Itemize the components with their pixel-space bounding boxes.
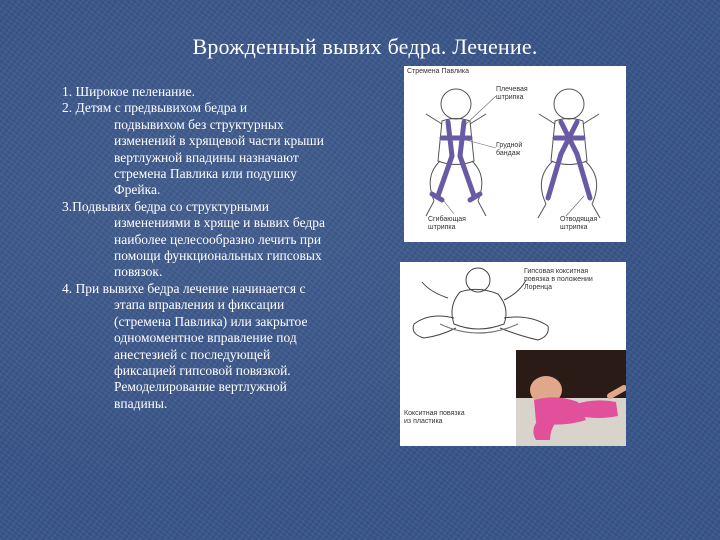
label-shoulder-strap: Плечевая штрипка [496,86,528,101]
treatment-list [62,84,382,412]
item-number: 2. [62,100,73,116]
list-item-4 [62,281,382,412]
item-text: одномоментное вправление под [114,330,297,346]
slide-title: Врожденный вывих бедра. Лечение. [192,34,538,59]
item-text: изменений в хрящевой части крыши [114,133,324,149]
item-text: стремена Павлика или подушку [114,166,297,182]
pavlik-harness-figure [404,66,626,242]
figure1-caption: Стремена Павлика [407,68,470,75]
list-item-1 [62,84,382,100]
item-text: подвывихом без структурных [114,116,284,132]
item-text: Фрейка. [114,182,161,198]
item-number: 4. [62,280,73,296]
label-abduction-strap: Отводящая штрипка [560,216,598,231]
label-chest-band: Грудной бандаж [496,142,523,157]
caption-lorenz-cast: Гипсовая кокситная повязка в положении Лоренца [524,268,593,291]
list-item-3 [62,199,382,281]
item-text: (стремена Павлика) или закрытое [114,313,308,329]
item-text: впадины. [114,395,168,411]
item-text: При вывихе бедра лечение начинается с [75,280,306,296]
item-text: изменениями в хряще и вывих бедра [114,215,326,231]
infant-brace-photo [516,350,626,446]
item-text: Подвывих бедра со структурными [72,198,269,214]
item-text: Детям с предвывихом бедра и [75,100,248,116]
item-text: помощи функциональных гипсовых [114,248,322,264]
item-text: этапа вправления и фиксации [114,297,285,313]
item-text: вертлужной впадины назначают [114,149,299,165]
label-flex-strap: Сгибающая штрипка [428,216,466,231]
item-text: Ремоделирование вертлужной [114,379,287,395]
item-text: Широкое пеленание. [75,84,195,99]
list-item-2 [62,100,382,198]
item-text: анестезией с последующей [114,346,271,362]
item-text: фиксацией гипсовой повязкой. [114,362,291,378]
item-text: наиболее целесообразно лечить при [114,231,322,247]
item-number: 1. [62,84,73,99]
item-text: повязок. [114,264,163,280]
item-number: 3. [62,198,73,214]
caption-plastic-brace: Кокситная повязка из пластика [404,410,465,425]
